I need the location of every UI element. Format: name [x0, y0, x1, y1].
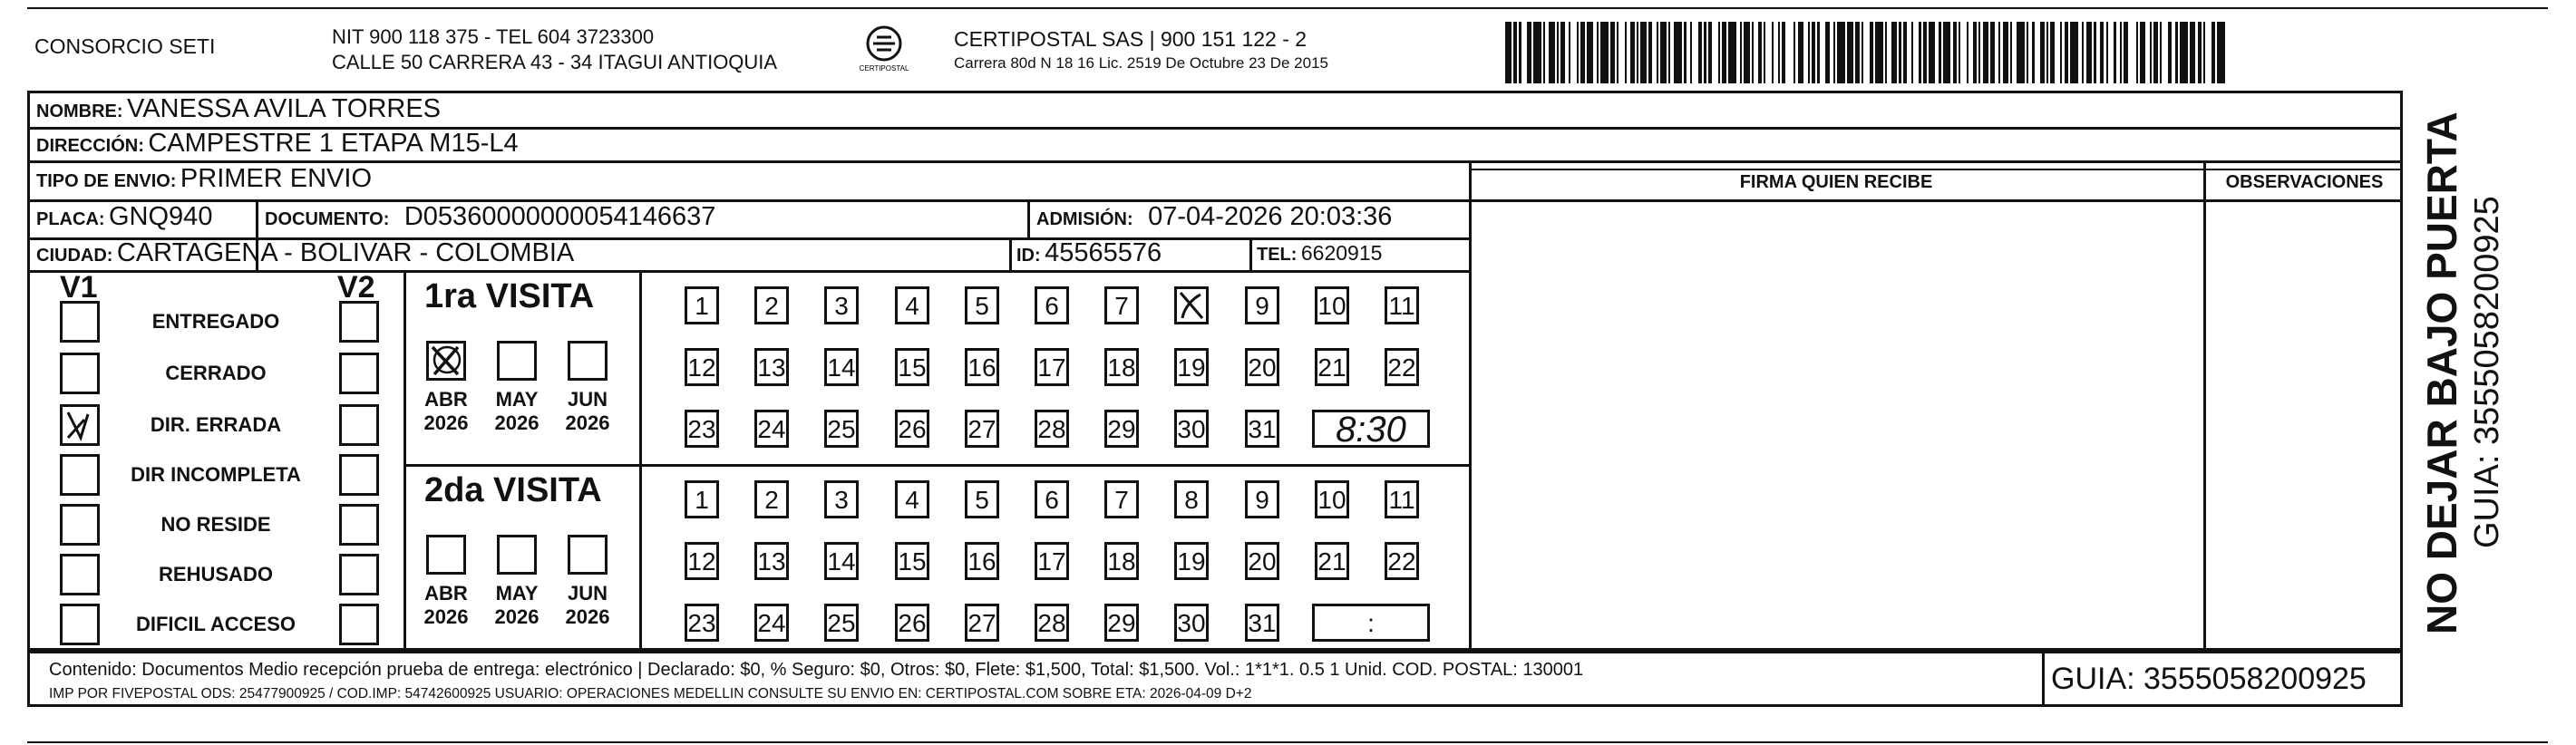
- day-box[interactable]: 4: [895, 286, 929, 324]
- documento-label: DOCUMENTO:: [265, 209, 390, 229]
- status-label: ENTREGADO: [151, 310, 280, 333]
- v2-checkbox[interactable]: [339, 504, 379, 546]
- day-box[interactable]: 19: [1174, 348, 1209, 386]
- day-box[interactable]: 13: [754, 348, 789, 386]
- footer-content: Contenido: Documentos Medio recepción prueba de entrega: electrónico | Declarado: $0, % Seguro: $0, Otros: $0, Flete: $1,500, Total: $1,500. Vol.: 1*1*1. 0.5 1 Unid. COD. POSTAL: 130001: [49, 660, 1584, 680]
- certipostal-info: CERTIPOSTAL SAS | 900 151 122 - 2: [954, 27, 1307, 51]
- day-box[interactable]: 4: [895, 480, 929, 518]
- admision-label: ADMISIÓN:: [1036, 209, 1133, 229]
- day-box[interactable]: 31: [1245, 604, 1279, 642]
- month-checkbox[interactable]: [426, 341, 466, 381]
- day-box[interactable]: 16: [965, 348, 999, 386]
- company-nit-tel: NIT 900 118 375 - TEL 604 3723300: [332, 25, 655, 48]
- day-box[interactable]: 9: [1245, 480, 1279, 518]
- status-label: CERRADO: [165, 362, 267, 384]
- v2-checkbox[interactable]: [339, 454, 379, 496]
- company-name: CONSORCIO SETI: [34, 34, 216, 58]
- day-box[interactable]: 5: [965, 286, 999, 324]
- tipo-label: TIPO DE ENVIO:: [36, 171, 177, 191]
- day-box[interactable]: 15: [895, 348, 929, 386]
- v2-checkbox[interactable]: [339, 353, 379, 394]
- day-box[interactable]: 1: [685, 480, 719, 518]
- day-box[interactable]: 26: [895, 604, 929, 642]
- day-box[interactable]: 31: [1245, 410, 1279, 448]
- month-label: ABR 2026: [423, 582, 469, 628]
- row-admision: [1036, 202, 1392, 232]
- footer-imp: IMP POR FIVEPOSTAL ODS: 25477900925 / COD.IMP: 54742600925 USUARIO: OPERACIONES MEDELLIN CONSULTE SU ENVIO EN: CERTIPOSTAL.COM SOBRE ETA: 2026-04-09 D+2: [49, 686, 1252, 701]
- id-value: 45565576: [1045, 238, 1162, 267]
- admision-value: 07-04-2026 20:03:36: [1148, 202, 1393, 231]
- day-box[interactable]: 22: [1385, 348, 1419, 386]
- day-box[interactable]: 12: [685, 542, 719, 580]
- footer-guia: GUIA: 3555058200925: [2051, 662, 2367, 696]
- day-box[interactable]: 20: [1245, 542, 1279, 580]
- day-box[interactable]: 11: [1385, 480, 1419, 518]
- documento-value: D05360000000054146637: [403, 202, 716, 231]
- barcode: [1505, 22, 2226, 83]
- certipostal-license: Carrera 80d N 18 16 Lic. 2519 De Octubre 23 De 2015: [954, 54, 1328, 72]
- day-box[interactable]: 17: [1035, 348, 1069, 386]
- placa-value: GNQ940: [109, 202, 213, 231]
- status-label: REHUSADO: [159, 563, 273, 585]
- row-direccion: [36, 129, 519, 159]
- day-box[interactable]: 24: [754, 410, 789, 448]
- day-box[interactable]: 25: [824, 410, 859, 448]
- day-box[interactable]: 9: [1245, 286, 1279, 324]
- tipo-value: PRIMER ENVIO: [180, 164, 373, 193]
- direccion-label: DIRECCIÓN:: [36, 136, 144, 156]
- day-box[interactable]: 18: [1104, 348, 1139, 386]
- day-box[interactable]: 30: [1174, 604, 1209, 642]
- day-box[interactable]: 28: [1035, 410, 1069, 448]
- v2-checkbox[interactable]: [339, 554, 379, 595]
- tel-value: 6620915: [1300, 241, 1383, 265]
- certipostal-logo: [857, 24, 911, 74]
- day-box[interactable]: 8: [1174, 480, 1209, 518]
- day-box[interactable]: 20: [1245, 348, 1279, 386]
- day-box[interactable]: 21: [1315, 542, 1349, 580]
- day-box[interactable]: 2: [754, 480, 789, 518]
- day-box[interactable]: 15: [895, 542, 929, 580]
- day-box[interactable]: 14: [824, 348, 859, 386]
- time-box[interactable]: :: [1312, 604, 1430, 642]
- day-box[interactable]: 29: [1104, 410, 1139, 448]
- day-box[interactable]: 3: [824, 286, 859, 324]
- id-label: ID:: [1016, 246, 1041, 266]
- row-id: [1016, 238, 1162, 268]
- day-box[interactable]: 10: [1315, 286, 1349, 324]
- side-warning: NO DEJAR BAJO PUERTA: [2418, 111, 2465, 634]
- tel-label: TEL:: [1257, 245, 1298, 265]
- status-label: NO RESIDE: [160, 513, 271, 536]
- day-box[interactable]: 5: [965, 480, 999, 518]
- ciudad-value: CARTAGENA - BOLIVAR - COLOMBIA: [116, 238, 575, 267]
- status-label: DIR INCOMPLETA: [131, 463, 301, 486]
- status-label: DIFICIL ACCESO: [135, 613, 296, 635]
- svg-text:CERTIPOSTAL: CERTIPOSTAL: [859, 64, 909, 73]
- month-label: JUN 2026: [565, 388, 610, 434]
- status-label: DIR. ERRADA: [150, 413, 282, 436]
- row-documento: [265, 202, 715, 232]
- row-ciudad: [36, 238, 574, 268]
- day-box[interactable]: 14: [824, 542, 859, 580]
- visit-title: 2da VISITA: [424, 471, 602, 509]
- month-label: JUN 2026: [565, 582, 610, 628]
- day-box[interactable]: 27: [965, 410, 999, 448]
- company-address: CALLE 50 CARRERA 43 - 34 ITAGUI ANTIOQUIA: [332, 51, 778, 73]
- day-box[interactable]: 26: [895, 410, 929, 448]
- day-box[interactable]: 21: [1315, 348, 1349, 386]
- day-box[interactable]: 23: [685, 604, 719, 642]
- day-box[interactable]: 24: [754, 604, 789, 642]
- day-box[interactable]: 7: [1104, 286, 1139, 324]
- row-placa: [36, 202, 212, 232]
- row-nombre: [36, 94, 441, 124]
- v2-checkbox[interactable]: [339, 301, 379, 343]
- month-label: MAY 2026: [494, 388, 540, 434]
- v2-label: V2: [337, 270, 375, 305]
- day-box[interactable]: 17: [1035, 542, 1069, 580]
- direccion-value: CAMPESTRE 1 ETAPA M15-L4: [148, 129, 519, 158]
- v2-checkbox[interactable]: [339, 604, 379, 645]
- day-box[interactable]: 3: [824, 480, 859, 518]
- time-box[interactable]: 8:30: [1312, 410, 1430, 448]
- nombre-label: NOMBRE:: [36, 102, 123, 121]
- day-box[interactable]: 6: [1035, 286, 1069, 324]
- month-checkbox[interactable]: [568, 341, 608, 381]
- month-checkbox[interactable]: [568, 535, 608, 575]
- placa-label: PLACA:: [36, 209, 105, 229]
- nombre-value: VANESSA AVILA TORRES: [127, 94, 442, 123]
- day-box[interactable]: 10: [1315, 480, 1349, 518]
- day-box[interactable]: 7: [1104, 480, 1139, 518]
- v2-checkbox[interactable]: [339, 404, 379, 446]
- day-box[interactable]: 28: [1035, 604, 1069, 642]
- day-box[interactable]: 12: [685, 348, 719, 386]
- v1-label: V1: [60, 270, 98, 305]
- day-box[interactable]: 16: [965, 542, 999, 580]
- day-box[interactable]: 1: [685, 286, 719, 324]
- visit-title: 1ra VISITA: [424, 277, 595, 315]
- day-box[interactable]: 30: [1174, 410, 1209, 448]
- month-checkbox[interactable]: [426, 535, 466, 575]
- day-box[interactable]: 19: [1174, 542, 1209, 580]
- day-box[interactable]: 25: [824, 604, 859, 642]
- month-label: MAY 2026: [494, 582, 540, 628]
- day-box[interactable]: 23: [685, 410, 719, 448]
- day-box[interactable]: 6: [1035, 480, 1069, 518]
- row-tipo-envio: [36, 164, 372, 194]
- day-box[interactable]: 29: [1104, 604, 1139, 642]
- day-box[interactable]: 18: [1104, 542, 1139, 580]
- month-checkbox[interactable]: [497, 535, 537, 575]
- day-box[interactable]: 2: [754, 286, 789, 324]
- firma-label: FIRMA QUIEN RECIBE: [1739, 172, 1933, 192]
- observaciones-label: OBSERVACIONES: [2225, 172, 2384, 192]
- ciudad-label: CIUDAD:: [36, 246, 113, 266]
- day-box[interactable]: 22: [1385, 542, 1419, 580]
- month-label: ABR 2026: [423, 388, 469, 434]
- row-tel: [1257, 241, 1382, 266]
- day-box[interactable]: 13: [754, 542, 789, 580]
- side-guia: GUIA: 3555058200925: [2468, 196, 2506, 548]
- day-box[interactable]: 11: [1385, 286, 1419, 324]
- day-box[interactable]: [1174, 286, 1209, 324]
- day-box[interactable]: 27: [965, 604, 999, 642]
- month-checkbox[interactable]: [497, 341, 537, 381]
